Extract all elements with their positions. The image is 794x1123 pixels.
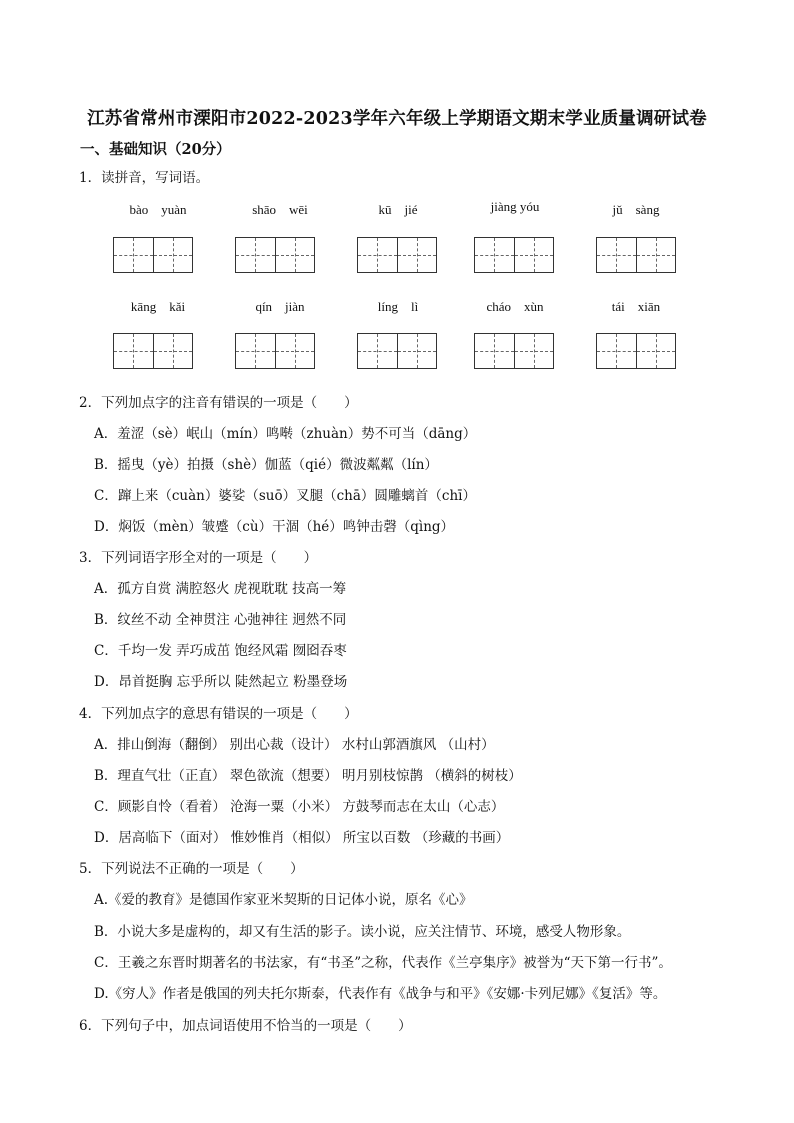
question-4-option-b[interactable]: B．理直气壮（正直） 翠色欲流（想要） 明月别枝惊鹊 （横斜的树枝） [94,768,522,784]
question-4-option-c[interactable]: C．顾影自怜（看着） 沧海一粟（小米） 方鼓琴而志在太山（心志） [94,799,505,815]
section-heading: 一、基础知识（20分） [80,141,231,158]
question-1-stem: 1．读拼音，写词语。 [79,170,210,186]
question-2-option-d[interactable]: D．焖饭（mèn）皱蹙（cù）干涸（hé）鸣钟击磬（qìng） [94,519,455,535]
pinyin-label: qín jiàn [255,299,305,314]
question-2-option-c[interactable]: C．蹿上来（cuàn）婆娑（suō）叉腿（chā）圆雕螭首（chī） [94,488,476,504]
pinyin-label: jǔ sàng [612,202,660,217]
tianzige-answer-box[interactable] [596,333,676,369]
question-3-stem: 3．下列词语字形全对的一项是（ ） [79,550,318,566]
pinyin-label: tái xiān [611,299,661,314]
tianzige-answer-box[interactable] [474,333,554,369]
question-4-option-d[interactable]: D．居高临下（面对） 惟妙惟肖（相似） 所宝以百数 （珍藏的书画） [94,830,510,846]
question-5-option-b[interactable]: B．小说大多是虚构的，却又有生活的影子。读小说，应关注情节、环境，感受人物形象。 [94,924,631,940]
question-2-option-b[interactable]: B．摇曳（yè）拍摄（shè）伽蓝（qié）微波粼粼（lín） [94,457,438,473]
tianzige-answer-box[interactable] [474,237,554,273]
pinyin-label: shāo wēi [252,202,308,217]
question-3-option-a[interactable]: A．孤方自赏 满腔怒火 虎视耽耽 技高一筹 [94,581,347,597]
pinyin-label: líng lì [377,299,419,314]
question-3-option-b[interactable]: B．纹丝不动 全神贯注 心弛神往 迥然不同 [94,612,347,628]
tianzige-answer-box[interactable] [235,237,315,273]
question-4-option-a[interactable]: A．排山倒海（翻倒） 别出心裁（设计） 水村山郭酒旗风 （山村） [94,737,495,753]
tianzige-answer-box[interactable] [357,237,437,273]
question-3-option-d[interactable]: D．昂首挺胸 忘乎所以 陡然起立 粉墨登场 [94,674,348,690]
document-title: 江苏省常州市溧阳市2022-2023学年六年级上学期语文期末学业质量调研试卷 [87,109,707,129]
question-5-option-c[interactable]: C．王羲之东晋时期著名的书法家，有“书圣”之称，代表作《兰亭集序》被誉为“天下第一行书”。 [94,955,672,971]
tianzige-answer-box[interactable] [596,237,676,273]
pinyin-label: kū jié [378,202,418,217]
question-5-stem: 5．下列说法不正确的一项是（ ） [79,861,304,877]
pinyin-label: jiàng yóu [490,199,540,214]
question-2-option-a[interactable]: A．羞涩（sè）岷山（mín）鸣啭（zhuàn）势不可当（dāng） [94,426,477,442]
pinyin-label: cháo xùn [486,299,544,314]
tianzige-answer-box[interactable] [357,333,437,369]
question-5-option-d[interactable]: D.《穷人》作者是俄国的列夫托尔斯泰，代表作有《战争与和平》《安娜·卡列尼娜》《复活》等。 [94,986,667,1002]
question-3-option-c[interactable]: C．千均一发 弄巧成茁 饱经风霜 囫囵吞枣 [94,643,347,659]
tianzige-answer-box[interactable] [235,333,315,369]
question-5-option-a[interactable]: A.《爱的教育》是德国作家亚米契斯的日记体小说，原名《心》 [94,892,473,908]
tianzige-answer-box[interactable] [113,333,193,369]
pinyin-label: kāng kǎi [130,299,186,314]
question-4-stem: 4．下列加点字的意思有错误的一项是（ ） [79,706,358,722]
pinyin-label: bào yuàn [129,202,187,217]
question-2-stem: 2．下列加点字的注音有错误的一项是（ ） [79,395,358,411]
question-6-stem: 6．下列句子中，加点词语使用不恰当的一项是（ ） [79,1018,412,1034]
tianzige-answer-box[interactable] [113,237,193,273]
